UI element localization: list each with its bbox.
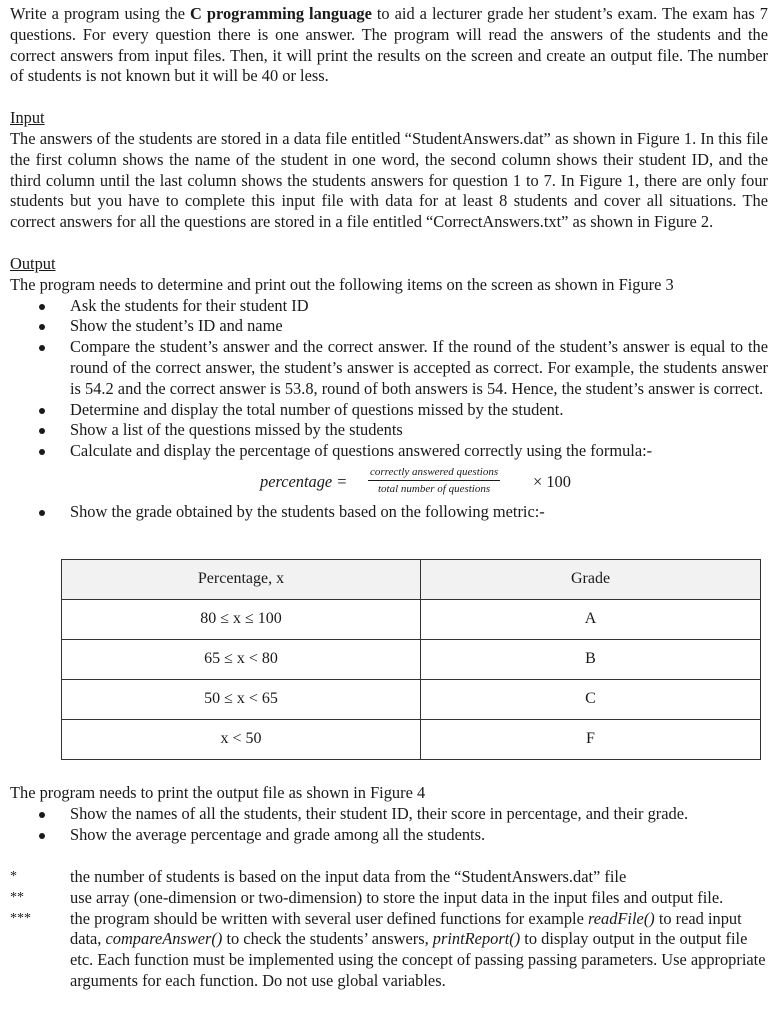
grade-table — [61, 559, 761, 760]
bullet-icon — [39, 345, 45, 351]
table-row — [62, 680, 761, 720]
bullet-text: Show the student’s ID and name — [70, 316, 283, 336]
note-text: use array (one-dimension or two-dimension) to store the input data in the input files and output file. — [70, 887, 724, 907]
bullet-icon — [39, 449, 45, 455]
notes-section — [10, 867, 768, 992]
function-name: compareAnswer() — [105, 929, 223, 949]
range-cell: 65 ≤ x < 80 — [62, 640, 421, 680]
percentage-formula — [10, 462, 768, 502]
bullet-icon — [39, 304, 45, 310]
note-text-part: to display output in the output file etc. Each function must be implemented using the concept of passing passing parameters. Use appropriate arguments for each function. Do not use global variables. — [70, 929, 766, 990]
note-marker: * — [10, 869, 17, 884]
note-text-part: to check the students’ answers, — [222, 929, 433, 949]
output-file-bullets — [10, 804, 768, 846]
list-item — [10, 296, 768, 317]
bullet-icon — [39, 833, 45, 839]
output-heading: Output — [10, 253, 56, 273]
document-page — [10, 4, 768, 523]
grade-cell: B — [421, 640, 761, 680]
table-header-row — [62, 560, 761, 600]
formula-numerator: correctly answered questions — [368, 466, 500, 481]
bullet-icon — [39, 812, 45, 818]
bullet-icon — [39, 408, 45, 414]
grade-cell: C — [421, 680, 761, 720]
list-item — [10, 441, 768, 462]
grade-cell: A — [421, 600, 761, 640]
table-row — [62, 720, 761, 760]
list-item — [10, 316, 768, 337]
bullet-text: Calculate and display the percentage of questions answered correctly using the formula:- — [70, 441, 653, 461]
function-name: printReport() — [432, 929, 521, 949]
list-item — [10, 825, 768, 846]
output-bullet-list — [10, 296, 768, 462]
grade-bullet-list — [10, 502, 768, 523]
header-percentage: Percentage, x — [62, 560, 421, 600]
bullet-text: Show the names of all the students, their student ID, their score in percentage, and their grade. — [70, 803, 689, 823]
formula-denominator: total number of questions — [377, 482, 491, 495]
note-item — [10, 867, 768, 888]
intro-paragraph — [10, 4, 768, 87]
bullet-text: Show a list of the questions missed by the students — [70, 420, 403, 440]
bullet-text: Show the grade obtained by the students based on the following metric:- — [70, 501, 545, 521]
list-item — [10, 337, 768, 399]
table-row — [62, 600, 761, 640]
note-item — [10, 909, 768, 992]
list-item — [10, 804, 768, 825]
intro-text-rest: to aid a lecturer grade her student’s exam. The exam has 7 questions. For every question there is one answer. The program will read the answers of the students and the correct answers from input files. Then, it will print the results on the screen and create an output file. The number of students is not known but it will be 40 or less. — [10, 4, 768, 86]
input-paragraph: The answers of the students are stored in a data file entitled “StudentAnswers.dat” as shown in Figure 1. In this file the first column shows the name of the student in one word, the second column shows their student ID, and the third column until the last column shows the students answers for question 1 to 7. In Figure 1, there are only four students but you have to complete this input file with data for at least 8 students and cover all situations. The correct answers for all the questions are stored in a file entitled “CorrectAnswers.txt” as shown in Figure 2. — [10, 128, 768, 232]
output-file-intro: The program needs to print the output file as shown in Figure 4 — [10, 783, 426, 802]
list-item — [10, 420, 768, 441]
output-file-section — [10, 783, 768, 845]
note-text-part: to read input data, — [70, 908, 742, 949]
function-name: readFile() — [587, 908, 655, 928]
formula-lhs: percentage = — [260, 471, 348, 491]
formula-fraction — [368, 466, 500, 496]
bullet-text: Determine and display the total number of questions missed by the student. — [70, 399, 564, 419]
list-item — [10, 502, 768, 523]
note-marker: *** — [10, 910, 31, 926]
note-text — [70, 909, 765, 990]
range-cell: 80 ≤ x ≤ 100 — [62, 600, 421, 640]
bullet-text: Compare the student’s answer and the correct answer. If the round of the student’s answer is equal to the round of the correct answer, the student’s answer is accepted as correct. For example, the students answer is 54.2 and the correct answer is 53.8, round of both answers is 54. Hence, the student’s answer is correct. — [70, 337, 768, 398]
bullet-text: Show the average percentage and grade among all the students. — [70, 824, 486, 844]
bullet-icon — [39, 510, 45, 516]
list-item — [10, 400, 768, 421]
note-marker: ** — [10, 889, 24, 905]
range-cell: x < 50 — [62, 720, 421, 760]
note-text: the number of students is based on the input data from the “StudentAnswers.dat” file — [70, 867, 627, 886]
output-intro: The program needs to determine and print out the following items on the screen as shown in Figure 3 — [10, 274, 674, 294]
note-text-part: the program should be written with several user defined functions for example — [70, 908, 588, 928]
bullet-text: Ask the students for their student ID — [70, 295, 309, 315]
note-item — [10, 888, 768, 909]
grade-cell: F — [421, 720, 761, 760]
intro-bold-language: C programming language — [190, 4, 372, 23]
intro-text-start: Write a program using the — [10, 4, 191, 23]
formula-multiplier: × 100 — [533, 471, 571, 491]
header-grade: Grade — [421, 560, 761, 600]
input-heading: Input — [10, 108, 45, 128]
bullet-icon — [39, 324, 45, 330]
range-cell: 50 ≤ x < 65 — [62, 680, 421, 720]
table-row — [62, 640, 761, 680]
bullet-icon — [39, 428, 45, 434]
